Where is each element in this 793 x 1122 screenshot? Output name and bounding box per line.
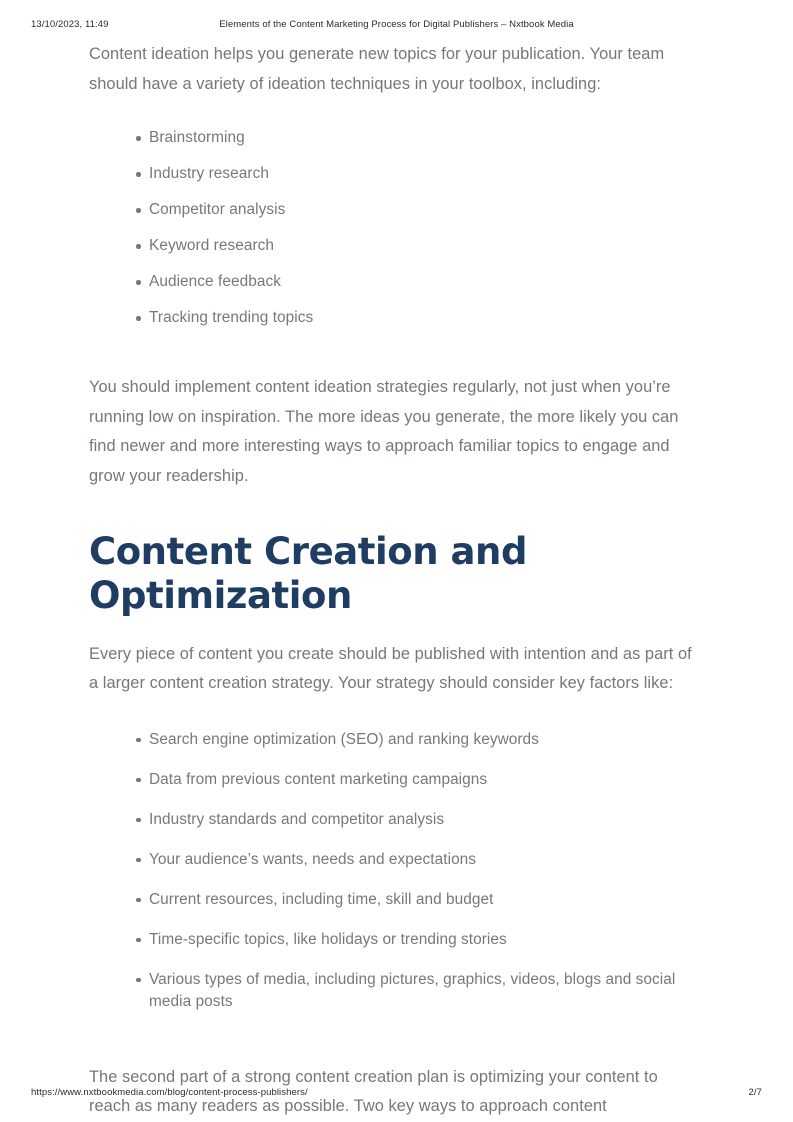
list-item: Search engine optimization (SEO) and ranking keywords: [89, 729, 701, 751]
list-item: Time-specific topics, like holidays or trending stories: [89, 929, 701, 951]
print-header-date: 13/10/2023, 11:49: [31, 19, 109, 30]
list-item: Industry research: [89, 163, 701, 185]
list-item: Audience feedback: [89, 271, 701, 293]
spacer: [89, 618, 701, 640]
intro-paragraph: Content ideation helps you generate new topics for your publication. Your team should have a variety of ideation techniques in your toolbox, including:: [89, 45, 665, 93]
print-footer-page-indicator: 2/7: [748, 1087, 762, 1098]
list-item: Keyword research: [89, 235, 701, 257]
key-factors-list: [89, 729, 701, 1013]
print-footer-url: https://www.nxtbookmedia.com/blog/content-process-publishers/: [31, 1087, 308, 1098]
article-content: [89, 40, 701, 1122]
spacer: [89, 699, 701, 729]
list-item: Tracking trending topics: [89, 307, 701, 329]
closing-paragraph: The second part of a strong content creation plan is optimizing your content to reach as many readers as possible. Two key ways to approach content: [89, 1067, 658, 1116]
spacer: [89, 343, 701, 373]
section-heading: Content Creation and Optimization: [89, 529, 527, 617]
ideation-techniques-list: [89, 127, 701, 329]
list-item: Competitor analysis: [89, 199, 701, 221]
list-item: Data from previous content marketing campaigns: [89, 769, 701, 791]
spacer: [89, 99, 701, 127]
creation-intro-paragraph: Every piece of content you create should be published with intention and as part of a larger content creation strategy. Your strategy should consider key factors like:: [89, 644, 692, 693]
print-footer: [0, 1087, 793, 1101]
list-item: Your audience’s wants, needs and expectations: [89, 849, 701, 871]
list-item: Brainstorming: [89, 127, 701, 149]
ideation-followup-paragraph: You should implement content ideation strategies regularly, not just when you’re running low on inspiration. The more ideas you generate, the more likely you can find newer and more interesting ways to approach familiar topics to engage and grow your readership.: [89, 378, 679, 485]
spacer: [89, 492, 701, 530]
print-header: [0, 19, 793, 33]
list-item: Various types of media, including pictures, graphics, videos, blogs and social media posts: [89, 969, 701, 1013]
list-item: Industry standards and competitor analysis: [89, 809, 701, 831]
list-item: Current resources, including time, skill and budget: [89, 889, 701, 911]
spacer: [89, 1031, 701, 1063]
print-header-title: Elements of the Content Marketing Process for Digital Publishers – Nxtbook Media: [219, 19, 574, 30]
